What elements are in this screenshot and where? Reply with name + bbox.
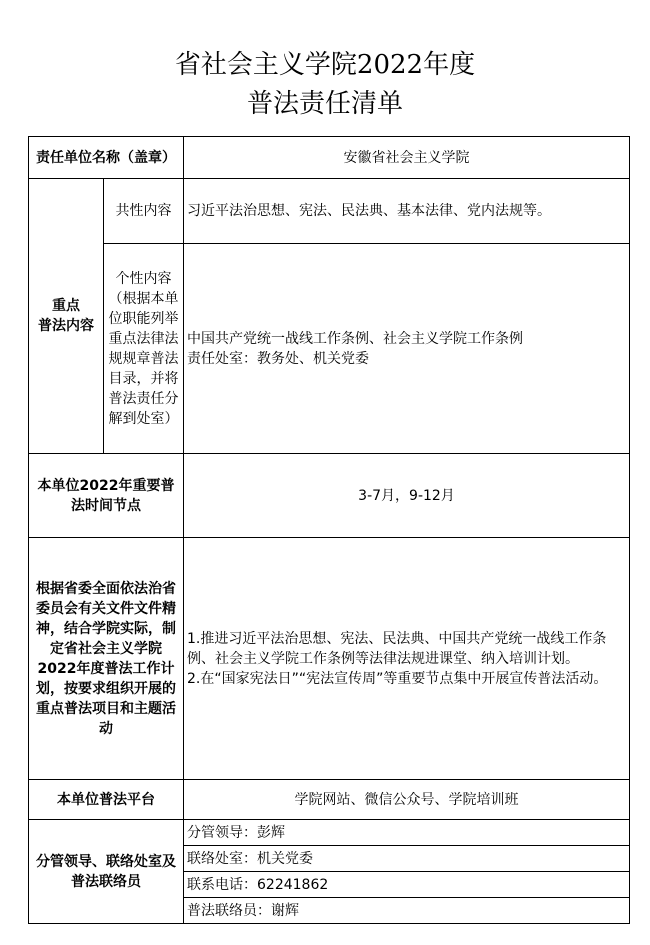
common-value: 习近平法治思想、宪法、民法典、基本法律、党内法规等。: [184, 179, 630, 244]
activity-item-1: 1.推进习近平法治思想、宪法、民法典、中国共产党统一战线工作条例、社会主义学院工作条例等法律法规进课堂、纳入培训计划。: [187, 630, 607, 667]
contact-liaison: 普法联络员：谢辉: [184, 898, 630, 924]
activity-item-2: 2.在“国家宪法日”“宪法宣传周”等重要节点集中开展宣传普法活动。: [187, 670, 608, 687]
row-contact-leader: [29, 820, 630, 846]
document-title-line1: 省社会主义学院2022年度: [174, 50, 476, 80]
row-activities: [29, 538, 630, 780]
contact-leader: 分管领导：彭辉: [184, 820, 630, 846]
personal-label: 个性内容（根据本单位职能列举重点法律法规规章普法目录，并将普法责任分解到处室）: [104, 244, 184, 454]
personal-value-line2: 责任处室：教务处、机关党委: [187, 350, 369, 367]
responsibility-table: [28, 136, 630, 924]
activity-value: [184, 538, 630, 780]
platform-label: 本单位普法平台: [29, 780, 184, 820]
contact-office: 联络处室：机关党委: [184, 846, 630, 872]
document-title-line2: 普法责任清单: [246, 89, 403, 119]
unit-label: 责任单位名称（盖章）: [29, 137, 184, 179]
common-label: 共性内容: [104, 179, 184, 244]
row-time: [29, 454, 630, 538]
row-platform: [29, 780, 630, 820]
personal-value: [184, 244, 630, 454]
contact-label: 分管领导、联络处室及普法联络员: [29, 820, 184, 924]
row-unit: [29, 137, 630, 179]
time-label: 本单位2022年重要普法时间节点: [29, 454, 184, 538]
time-value: 3-7月，9-12月: [184, 454, 630, 538]
activity-label: 根据省委全面依法治省委员会有关文件文件精神，结合学院实际，制定省社会主义学院2022年度普法工作计划，按要求组织开展的重点普法项目和主题活动: [29, 538, 184, 780]
platform-value: 学院网站、微信公众号、学院培训班: [184, 780, 630, 820]
personal-value-line1: 中国共产党统一战线工作条例、社会主义学院工作条例: [187, 330, 523, 347]
row-personal: [29, 244, 630, 454]
unit-value: 安徽省社会主义学院: [184, 137, 630, 179]
key-content-label: 重点 普法内容: [29, 179, 104, 454]
contact-phone: 联系电话：62241862: [184, 872, 630, 898]
row-common: [29, 179, 630, 244]
